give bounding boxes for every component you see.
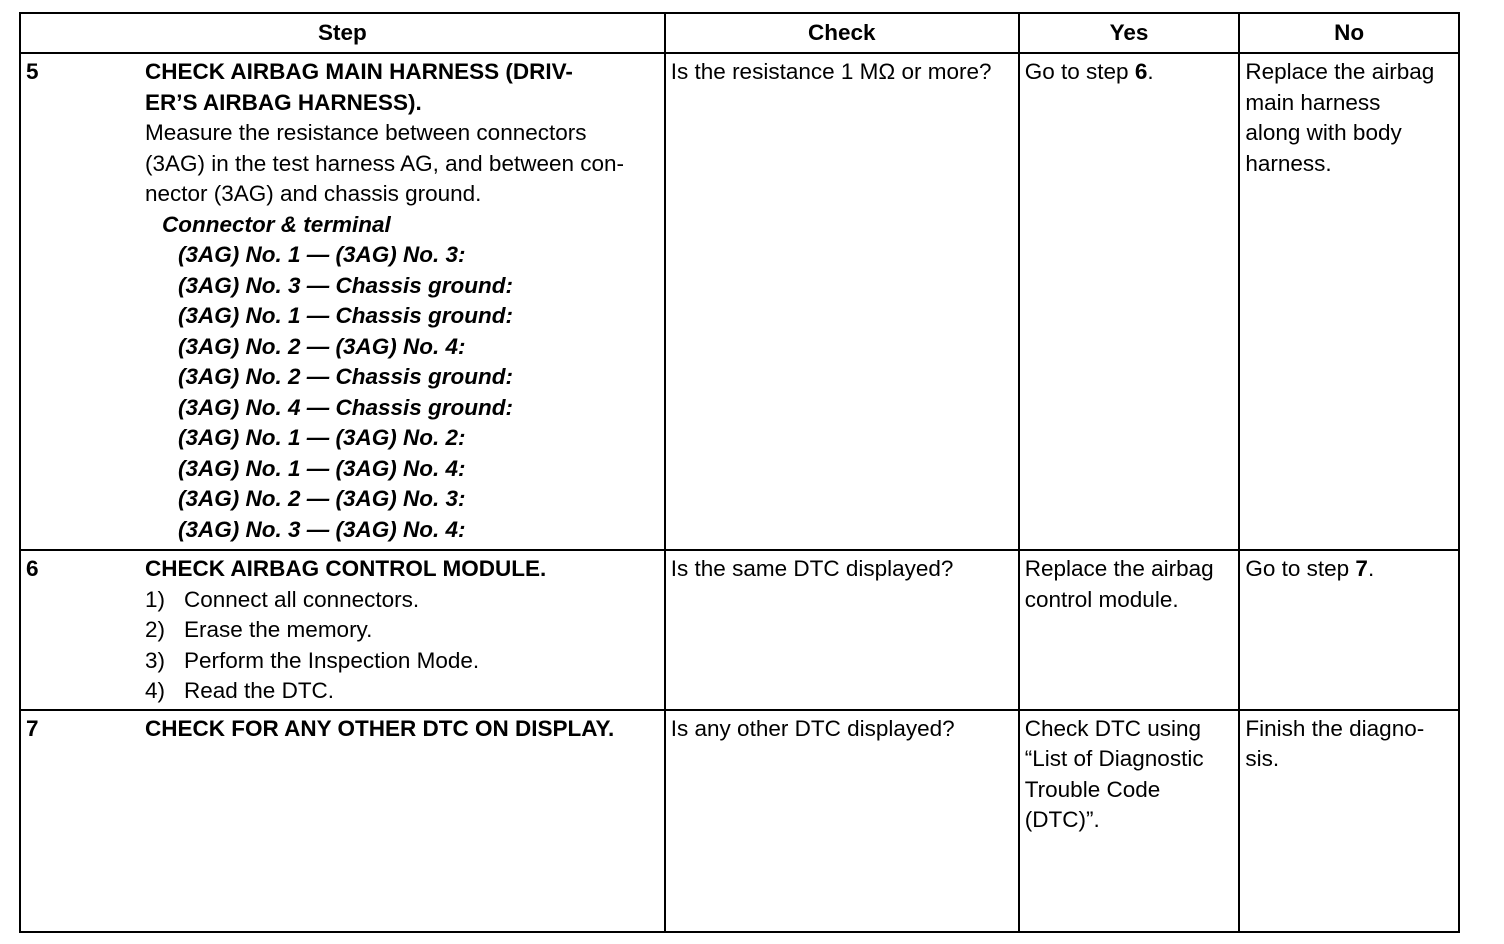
check-text: Is the resistance 1 MΩ or more? (670, 59, 992, 84)
no-text: sis. (1245, 746, 1280, 771)
yes-cell (1019, 53, 1240, 550)
header-step: Step (20, 13, 665, 53)
step-number: 5 (26, 59, 39, 84)
no-text: Finish the diagno- (1245, 715, 1425, 741)
header-row (20, 13, 1459, 53)
connector-item: (3AG) No. 2 — (3AG) No. 4: (178, 333, 466, 359)
connector-item: (3AG) No. 3 — (3AG) No. 4: (178, 516, 466, 542)
connector-item: (3AG) No. 1 — (3AG) No. 3: (178, 242, 466, 267)
header-no: No (1239, 13, 1459, 53)
connector-item: (3AG) No. 1 — (3AG) No. 2: (178, 425, 466, 450)
connector-item: (3AG) No. 3 — Chassis ground: (178, 272, 514, 298)
check-cell (665, 710, 1019, 932)
step-description: nector (3AG) and chassis ground. (145, 181, 482, 206)
step-description: Measure the resistance between connectors (145, 120, 587, 145)
substep-text: Read the DTC. (184, 678, 335, 703)
step-title: CHECK AIRBAG MAIN HARNESS (DRIV- (145, 59, 573, 84)
substep (145, 615, 660, 646)
no-text: harness. (1245, 150, 1332, 176)
yes-text: Trouble Code (1024, 776, 1161, 802)
substep (145, 676, 660, 707)
step-number: 7 (26, 715, 39, 741)
substep-text: Erase the memory. (184, 617, 373, 642)
substep (145, 585, 660, 616)
connector-item: (3AG) No. 1 — Chassis ground: (178, 303, 514, 328)
substep (145, 646, 660, 677)
check-text: Is any other DTC displayed? (670, 715, 955, 741)
connector-item: (3AG) No. 4 — Chassis ground: (178, 394, 514, 420)
check-text: Is the same DTC displayed? (670, 556, 954, 581)
connector-item: (3AG) No. 2 — Chassis ground: (178, 364, 514, 389)
yes-text: (DTC)”. (1024, 807, 1100, 832)
step-title: CHECK AIRBAG CONTROL MODULE. (145, 556, 547, 581)
check-cell (665, 550, 1019, 710)
yes-cell (1019, 550, 1240, 710)
no-text: main harness (1245, 89, 1381, 115)
no-cell (1239, 550, 1459, 710)
diagnostic-table (19, 12, 1460, 933)
yes-text: Check DTC using (1024, 715, 1202, 741)
table-row (20, 710, 1459, 932)
substep-text: Perform the Inspection Mode. (184, 647, 480, 673)
yes-text: control module. (1024, 586, 1179, 612)
step-reference: 6 (1134, 59, 1148, 84)
no-text: along with body (1245, 120, 1402, 145)
step-description: (3AG) in the test harness AG, and between con- (145, 150, 625, 176)
no-text: Go to step (1245, 556, 1356, 581)
table-row (20, 550, 1459, 710)
no-cell (1239, 710, 1459, 932)
substep-number: 3) (145, 647, 166, 673)
connector-item: (3AG) No. 1 — (3AG) No. 4: (178, 455, 466, 481)
yes-text: Go to step (1024, 59, 1135, 84)
yes-text: . (1147, 59, 1154, 84)
connector-heading: Connector & terminal (162, 211, 391, 237)
step-cell (20, 710, 665, 932)
step-reference: 7 (1355, 556, 1368, 581)
substep-number: 1) (145, 586, 166, 612)
connector-item: (3AG) No. 2 — (3AG) No. 3: (178, 486, 466, 511)
header-yes: Yes (1019, 13, 1240, 53)
check-cell (665, 53, 1019, 550)
substep-text: Connect all connectors. (184, 586, 420, 612)
header-check: Check (665, 13, 1019, 53)
no-cell (1239, 53, 1459, 550)
substep-number: 4) (145, 678, 166, 703)
step-number: 6 (26, 556, 39, 581)
step-cell (20, 550, 665, 710)
yes-text: “List of Diagnostic (1024, 746, 1204, 771)
no-text: . (1367, 556, 1375, 581)
yes-cell (1019, 710, 1240, 932)
yes-text: Replace the airbag (1024, 556, 1214, 581)
step-title: ER’S AIRBAG HARNESS). (145, 89, 422, 115)
step-cell (20, 53, 665, 550)
substep-number: 2) (145, 617, 166, 642)
step-title: CHECK FOR ANY OTHER DTC ON DISPLAY. (145, 715, 615, 741)
no-text: Replace the airbag (1245, 59, 1435, 84)
table-row (20, 53, 1459, 550)
